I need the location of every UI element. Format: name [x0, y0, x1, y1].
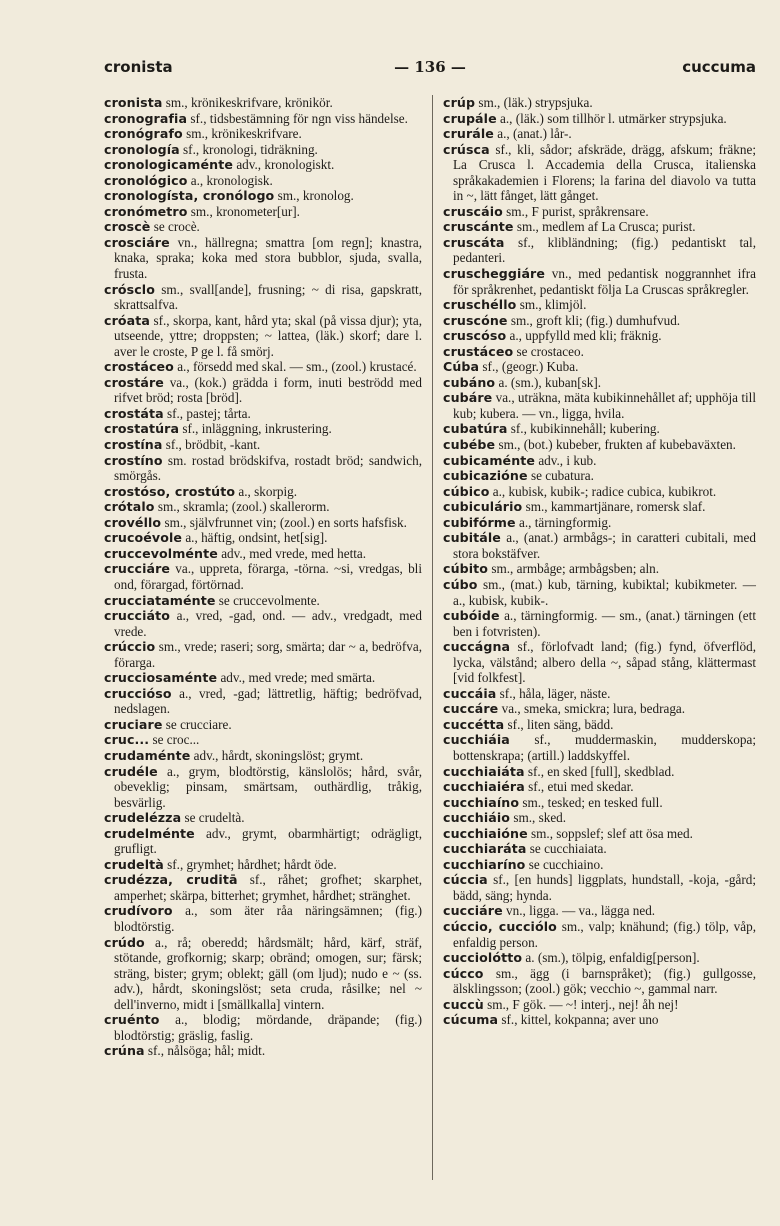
dictionary-entry	[443, 328, 756, 344]
dictionary-entry	[104, 593, 422, 609]
entry-definition: sm., krönikeskrifvare.	[182, 126, 302, 142]
entry-headword: crúccio	[104, 639, 156, 655]
dictionary-entry	[104, 204, 422, 220]
dictionary-entry	[104, 499, 422, 515]
dictionary-entry	[443, 950, 756, 966]
dictionary-entry	[443, 997, 756, 1013]
dictionary-entry	[443, 903, 756, 919]
dictionary-entry	[443, 530, 756, 561]
dictionary-entry	[104, 903, 422, 934]
entry-headword: cúcco	[443, 965, 484, 981]
entry-definition: adv., kronologiskt.	[233, 157, 335, 173]
entry-definition: sm., kronolog.	[274, 188, 354, 204]
entry-headword: crudézza, cruditā	[104, 872, 238, 888]
entry-definition: sf., muddermaskin, mudderskopa; bottenskrapa; (artill.) laddskyffel.	[453, 732, 756, 763]
entry-headword: crúdo	[104, 934, 145, 950]
entry-definition: adv., med vrede, med hetta.	[217, 545, 367, 561]
entry-definition: a., häftig, ondsint, het[sig].	[182, 530, 328, 546]
dictionary-entry	[104, 717, 422, 733]
dictionary-entry	[443, 577, 756, 608]
entry-headword: cubicazióne	[443, 468, 528, 484]
dictionary-entry	[443, 375, 756, 391]
entry-definition: a., grym, blodtörstig, känslolös; hård, svår, obeveklig; pinsam, smärtsam, outhärdlig, tråkig, besvärlig.	[114, 763, 422, 810]
entry-definition: sm., skramla; (zool.) skallerorm.	[154, 499, 330, 515]
entry-headword: cubitále	[443, 530, 501, 546]
entry-definition: se cruccevolmente.	[215, 592, 320, 608]
entry-definition: a. (sm.), kuban[sk].	[495, 374, 602, 390]
entry-definition: sm., valp; knähund; (fig.) tölp, våp, enfaldig person.	[453, 918, 756, 950]
entry-definition: a., vred, -gad; lättretlig, häftig; bedröfvad, nedslagen.	[114, 685, 422, 717]
dictionary-entry	[443, 872, 756, 903]
entry-definition: a., kubisk, kubik-; radice cubica, kubikrot.	[489, 483, 717, 499]
dictionary-entry	[443, 437, 756, 453]
dictionary-entry	[443, 686, 756, 702]
dictionary-entry	[443, 266, 756, 297]
entry-headword: crucoévole	[104, 530, 183, 546]
entry-headword: cúcuma	[443, 1012, 499, 1028]
entry-definition: sm., F purist, språkrensare.	[502, 203, 649, 219]
dictionary-entry	[443, 841, 756, 857]
dictionary-entry	[443, 561, 756, 577]
left-column	[104, 95, 422, 1059]
dictionary-entry	[104, 188, 422, 204]
entry-definition: sm., (läk.) strypsjuka.	[475, 95, 593, 110]
dictionary-entry	[443, 204, 756, 220]
entry-definition: vn., ligga. — va., lägga ned.	[502, 903, 656, 919]
entry-headword: cruénto	[104, 1012, 160, 1028]
dictionary-entry	[104, 282, 422, 313]
dictionary-entry	[104, 1043, 422, 1059]
entry-headword: cruscánte	[443, 219, 514, 235]
entry-headword: cronómetro	[104, 203, 188, 219]
entry-definition: sm., (bot.) kubeber, frukten af kubebaväxten.	[495, 437, 736, 453]
entry-definition: sf., grymhet; hårdhet; hårdt öde.	[163, 856, 337, 872]
entry-headword: Cúba	[443, 359, 480, 375]
dictionary-entry	[443, 235, 756, 266]
entry-headword: crovéllo	[104, 514, 162, 530]
entry-definition: sf., kronologi, tidräkning.	[179, 141, 318, 157]
entry-headword: crótalo	[104, 499, 155, 515]
dictionary-entry	[443, 639, 756, 686]
entry-definition: sf., förlofvadt land; (fig.) fynd, öfverflöd, lycka, välstånd; albero della ~, såpad stång, klättermast [vid folkfest].	[453, 639, 756, 686]
entry-headword: crudívoro	[104, 903, 173, 919]
column-divider	[432, 95, 433, 1180]
dictionary-entry	[443, 468, 756, 484]
dictionary-entry	[104, 748, 422, 764]
dictionary-entry	[443, 764, 756, 780]
entry-headword: cruscáio	[443, 203, 503, 219]
entry-headword: cubáre	[443, 390, 493, 406]
entry-headword: crosciáre	[104, 234, 170, 250]
dictionary-entry	[104, 453, 422, 484]
entry-headword: crósclo	[104, 281, 155, 297]
entry-definition: sm., ägg (i barnspråket); (fig.) gullgosse, älsklingsson; (zool.) gök; vecchio ~, gammal narr.	[453, 965, 756, 997]
entry-headword: crucciáto	[104, 608, 170, 624]
entry-headword: crostóso, crostúto	[104, 483, 236, 499]
dictionary-entry	[443, 826, 756, 842]
dictionary-entry	[104, 546, 422, 562]
entry-headword: cucchiaríno	[443, 856, 526, 872]
entry-headword: crudaménte	[104, 747, 191, 763]
dictionary-entry	[443, 111, 756, 127]
entry-headword: crudelménte	[104, 825, 195, 841]
dictionary-entry	[104, 219, 422, 235]
entry-headword: crucciosaménte	[104, 670, 218, 686]
entry-headword: cruc...	[104, 732, 150, 748]
dictionary-entry	[104, 935, 422, 1013]
dictionary-entry	[104, 686, 422, 717]
dictionary-entry	[443, 795, 756, 811]
entry-headword: cronista	[104, 95, 163, 110]
entry-definition: va., uträkna, mäta kubikinnehållet af; upphöja till kub; kubera. — vn., ligga, hvila.	[453, 390, 756, 421]
entry-headword: crúp	[443, 95, 476, 110]
entry-definition: sm., soppslef; slef att ösa med.	[527, 825, 693, 841]
entry-definition: sf., nålsöga; hål; midt.	[144, 1043, 266, 1059]
entry-headword: crúsca	[443, 141, 490, 157]
entry-definition: a., kronologisk.	[187, 172, 273, 188]
entry-headword: crucciáre	[104, 561, 171, 577]
dictionary-entry	[104, 359, 422, 375]
dictionary-entry	[443, 390, 756, 421]
entry-definition: sm., kammartjänare, romersk slaf.	[522, 499, 706, 515]
entry-headword: cronografia	[104, 110, 188, 126]
entry-headword: cruscóne	[443, 312, 508, 328]
entry-definition: sf., håla, läger, näste.	[496, 685, 611, 701]
dictionary-entry	[443, 313, 756, 329]
entry-headword: cucciolótto	[443, 950, 523, 966]
header-first-word: cronista	[104, 58, 173, 76]
entry-headword: cuccétta	[443, 716, 505, 732]
dictionary-entry	[104, 157, 422, 173]
entry-definition: a., försedd med skal. — sm., (zool.) krustacé.	[173, 359, 417, 375]
entry-headword: cruscáta	[443, 234, 505, 250]
dictionary-entry	[443, 453, 756, 469]
dictionary-entry	[443, 779, 756, 795]
dictionary-entry	[104, 810, 422, 826]
entry-definition: sm., kronometer[ur].	[187, 203, 300, 219]
dictionary-entry	[104, 484, 422, 500]
page-number: — 136 —	[394, 58, 466, 76]
entry-headword: cubáno	[443, 374, 496, 390]
dictionary-entry	[104, 95, 422, 111]
entry-definition: a. (sm.), tölpig, enfaldig[person].	[522, 950, 700, 966]
entry-headword: cúccia	[443, 872, 488, 888]
entry-headword: cubiculário	[443, 499, 523, 515]
entry-definition: sf., kli, sådor; afskräde, drägg, afskum; fräkne; La Crusca l. Accademia della Crusca, italienska språkakademien i Florens; la farina del diavolo va tutta in ~, lätt fånget, lätt gånget.	[453, 141, 756, 204]
dictionary-entry	[443, 142, 756, 204]
entry-headword: cuccáre	[443, 701, 499, 717]
entry-definition: sm., medlem af La Crusca; purist.	[513, 219, 696, 235]
entry-headword: cronógrafo	[104, 126, 183, 142]
dictionary-entry	[443, 966, 756, 997]
entry-headword: cucchiaiéra	[443, 779, 525, 795]
entry-headword: cubóide	[443, 608, 500, 624]
entry-definition: sm., armbåge; armbågsben; aln.	[488, 561, 660, 577]
entry-definition: sf., råhet; grofhet; skarphet, amperhet; skärpa, bitterhet; grymhet, hårdhet; stränghet.	[114, 872, 423, 903]
entry-headword: cuccáia	[443, 685, 497, 701]
entry-definition: a., (anat.) lår-.	[493, 126, 572, 142]
entry-definition: va., uppreta, förarga, -törna. ~si, vredgas, bli ond, förargad, förtörnad.	[114, 561, 422, 592]
entry-definition: va., smeka, smickra; lura, bedraga.	[498, 701, 686, 717]
entry-headword: cubifórme	[443, 514, 516, 530]
entry-definition: sf., skorpa, kant, hård yta; skal (på vissa djur); yta, utseende, yttre; droppsten; ~ lattea, (läk.) skorf; dare l. aver le croste, P ge l. få smörj.	[114, 312, 422, 359]
dictionary-entry	[443, 95, 756, 111]
entry-definition: sm., (mat.) kub, tärning, kubiktal; kubikmeter. — a., kubisk, kubik-.	[453, 576, 756, 608]
entry-headword: cubicaménte	[443, 452, 536, 468]
entry-definition: sf., liten säng, bädd.	[504, 716, 614, 732]
entry-definition: sf., pastej; tårta.	[163, 405, 251, 421]
entry-definition: a., skorpig.	[235, 483, 298, 499]
entry-definition: va., (kok.) grädda i form, inuti beströdd med rifvet bröd; rosta [bröd].	[114, 374, 422, 406]
entry-definition: sf., etui med skedar.	[524, 779, 634, 795]
entry-definition: sf., [en hunds] liggplats, hundstall, -koja, -gård; bädd, säng; hynda.	[453, 872, 756, 903]
entry-definition: sf., (geogr.) Kuba.	[479, 359, 579, 375]
dictionary-entry	[443, 810, 756, 826]
dictionary-entry	[104, 406, 422, 422]
entry-definition: sm., F gök. — ~! interj., nej! åh nej!	[483, 996, 679, 1012]
entry-definition: se cucchiaino.	[525, 856, 604, 872]
entry-headword: cucchiaiáta	[443, 763, 525, 779]
entry-headword: cucchiaráta	[443, 841, 527, 857]
entry-definition: a., uppfylld med kli; fräknig.	[506, 328, 662, 344]
entry-headword: crucciósо	[104, 685, 172, 701]
dictionary-entry	[443, 717, 756, 733]
entry-headword: cróata	[104, 312, 150, 328]
dictionary-entry	[104, 826, 422, 857]
entry-definition: a., (anat.) armbågs-; in caratteri cubitali, med stora bokstäfver.	[453, 530, 756, 561]
entry-headword: crudelézza	[104, 810, 182, 826]
entry-headword: crucciataménte	[104, 592, 216, 608]
entry-definition: vn., med pedantisk noggrannhet ifra för språkrenhet, pedantiskt följa La Cruscas språkregler.	[453, 266, 756, 297]
entry-headword: crustáceo	[443, 343, 514, 359]
entry-definition: sm., vrede; raseri; sorg, smärta; dar ~ a, bedröfva, förarga.	[114, 639, 422, 670]
entry-headword: crostatúra	[104, 421, 180, 437]
dictionary-entry	[104, 670, 422, 686]
header-last-word: cuccuma	[682, 58, 756, 76]
entry-headword: cruscheggiáre	[443, 266, 546, 282]
entry-definition: a., (läk.) som tillhör l. utmärker strypsjuka.	[496, 110, 727, 126]
entry-definition: a., tärningformig. — sm., (anat.) tärningen (ett ben i fotvristen).	[453, 608, 756, 639]
entry-headword: cubatúra	[443, 421, 508, 437]
entry-headword: cúbo	[443, 576, 478, 592]
entry-definition: sm., svall[ande], frusning; ~ di risa, gapskratt, skrattsalfva.	[114, 281, 422, 313]
entry-headword: cucchiaióne	[443, 825, 528, 841]
dictionary-entry	[443, 919, 756, 950]
entry-headword: cucciáre	[443, 903, 503, 919]
dictionary-entry	[443, 1012, 756, 1028]
entry-headword: cucchiáio	[443, 810, 511, 826]
entry-headword: cronologicaménte	[104, 157, 234, 173]
dictionary-entry	[104, 857, 422, 873]
entry-definition: adv., grymt, obarmhärtigt; odrägligt, grufligt.	[114, 825, 422, 857]
dictionary-entry	[443, 701, 756, 717]
entry-definition: sf., en sked [full], skedblad.	[524, 763, 675, 779]
entry-definition: sm., groft kli; (fig.) dumhufvud.	[507, 312, 681, 328]
dictionary-entry	[104, 872, 422, 903]
entry-definition: sf., brödbit, -kant.	[162, 437, 261, 453]
entry-definition: se croc...	[149, 732, 200, 748]
entry-definition: a., som äter råa näringsämnen; (fig.) blodtörstig.	[114, 903, 422, 934]
entry-headword: crudeltà	[104, 856, 164, 872]
entry-definition: a., blodig; mördande, dräpande; (fig.) blodtörstig; gräslig, faslig.	[114, 1012, 422, 1043]
entry-headword: crupále	[443, 110, 497, 126]
entry-definition: sm., krönikeskrifvare, krönikör.	[162, 95, 333, 110]
entry-definition: a., tärningformig.	[515, 514, 612, 530]
entry-headword: cruciare	[104, 716, 163, 732]
entry-definition: sm., tesked; en tesked full.	[519, 794, 663, 810]
entry-definition: sf., tidsbestämning för ngn viss händelse.	[187, 110, 408, 126]
entry-headword: cubébe	[443, 437, 496, 453]
entry-definition: sm., självfrunnet vin; (zool.) en sorts hafsfisk.	[161, 514, 407, 530]
entry-definition: sm., klimjöl.	[516, 297, 587, 313]
entry-headword: crudéle	[104, 763, 158, 779]
entry-headword: cruschéllo	[443, 297, 517, 313]
entry-headword: cronológico	[104, 172, 188, 188]
entry-definition: se crostaceo.	[513, 343, 584, 359]
dictionary-entry	[104, 530, 422, 546]
entry-headword: crostína	[104, 437, 163, 453]
entry-headword: crúna	[104, 1043, 145, 1059]
dictionary-entry	[443, 608, 756, 639]
dictionary-entry	[104, 313, 422, 360]
entry-definition: sf., klibländning; (fig.) pedantiskt tal, pedanteri.	[453, 234, 756, 266]
entry-definition: se crudeltà.	[181, 810, 245, 826]
entry-headword: cuccágna	[443, 639, 511, 655]
entry-headword: cronología	[104, 141, 180, 157]
entry-headword: cucchiáia	[443, 732, 510, 748]
entry-definition: sf., kittel, kokpanna; aver uno	[498, 1012, 659, 1028]
dictionary-entry	[104, 375, 422, 406]
dictionary-entry	[104, 732, 422, 748]
entry-definition: se crucciare.	[162, 716, 232, 732]
entry-headword: cruccevolménte	[104, 545, 218, 561]
dictionary-entry	[104, 126, 422, 142]
dictionary-entry	[104, 1012, 422, 1043]
entry-headword: crostáta	[104, 405, 164, 421]
dictionary-entry	[104, 111, 422, 127]
entry-headword: croscè	[104, 219, 151, 235]
entry-headword: cucchiaíno	[443, 794, 520, 810]
dictionary-entry	[104, 515, 422, 531]
entry-headword: cúbico	[443, 483, 490, 499]
dictionary-entry	[443, 359, 756, 375]
entry-definition: sf., kubikinnehåll; kubering.	[507, 421, 660, 437]
dictionary-entry	[443, 732, 756, 763]
entry-headword: cúbito	[443, 561, 489, 577]
dictionary-entry	[443, 297, 756, 313]
dictionary-entry	[104, 235, 422, 282]
entry-headword: crurále	[443, 126, 494, 142]
entry-definition: sm. rostad brödskifva, rostadt bröd; sandwich, smörgås.	[114, 452, 422, 484]
dictionary-entry	[443, 219, 756, 235]
entry-definition: sm., sked.	[510, 810, 567, 826]
dictionary-entry	[104, 561, 422, 592]
dictionary-entry	[443, 515, 756, 531]
entry-headword: cronologísta, cronólogo	[104, 188, 275, 204]
right-column	[443, 95, 756, 1028]
page-header	[104, 58, 756, 80]
entry-definition: se cubatura.	[527, 468, 594, 484]
dictionary-entry	[443, 484, 756, 500]
entry-headword: cruscóso	[443, 328, 507, 344]
dictionary-entry	[443, 126, 756, 142]
entry-headword: cúccio, cucciólo	[443, 918, 557, 934]
dictionary-entry	[104, 173, 422, 189]
entry-headword: crostáceo	[104, 359, 174, 375]
entry-headword: cuccù	[443, 996, 484, 1012]
dictionary-entry	[104, 421, 422, 437]
entry-definition: se cucchiaiata.	[526, 841, 607, 857]
dictionary-entry	[104, 608, 422, 639]
dictionary-entry	[104, 437, 422, 453]
entry-definition: a., rå; oberedd; hårdsmält; hård, kärf, sträf, stötande, grofkornig; skarp; obränd; omogen, sur; färsk; sträng, bister; grym; oblekt; gäll (om ljud); nudo e ~ (ss. adv.), hårdt, skoningslöst; seta cruda, råsilke; nel ~ dell'inverno, midt i [smällkalla] vintern.	[114, 934, 422, 1012]
dictionary-entry	[443, 344, 756, 360]
entry-headword: crostíno	[104, 452, 163, 468]
dictionary-entry	[443, 499, 756, 515]
entry-definition: adv., i kub.	[535, 452, 597, 468]
entry-definition: sf., inläggning, inkrustering.	[179, 421, 332, 437]
entry-definition: se crocè.	[150, 219, 200, 235]
entry-headword: crostáre	[104, 374, 164, 390]
dictionary-entry	[443, 857, 756, 873]
dictionary-entry	[104, 639, 422, 670]
entry-definition: vn., hällregna; smattra [om regn]; knastra, knaka, spraka; koka med stora bubblor, sjuda, svalla, frusta.	[114, 234, 422, 282]
dictionary-entry	[104, 764, 422, 811]
entry-definition: a., vred, -gad, ond. — adv., vredgadt, med vrede.	[114, 608, 422, 639]
entry-definition: adv., hårdt, skoningslöst; grymt.	[190, 747, 364, 763]
entry-definition: adv., med vrede; med smärta.	[217, 670, 376, 686]
dictionary-entry	[443, 421, 756, 437]
dictionary-entry	[104, 142, 422, 158]
